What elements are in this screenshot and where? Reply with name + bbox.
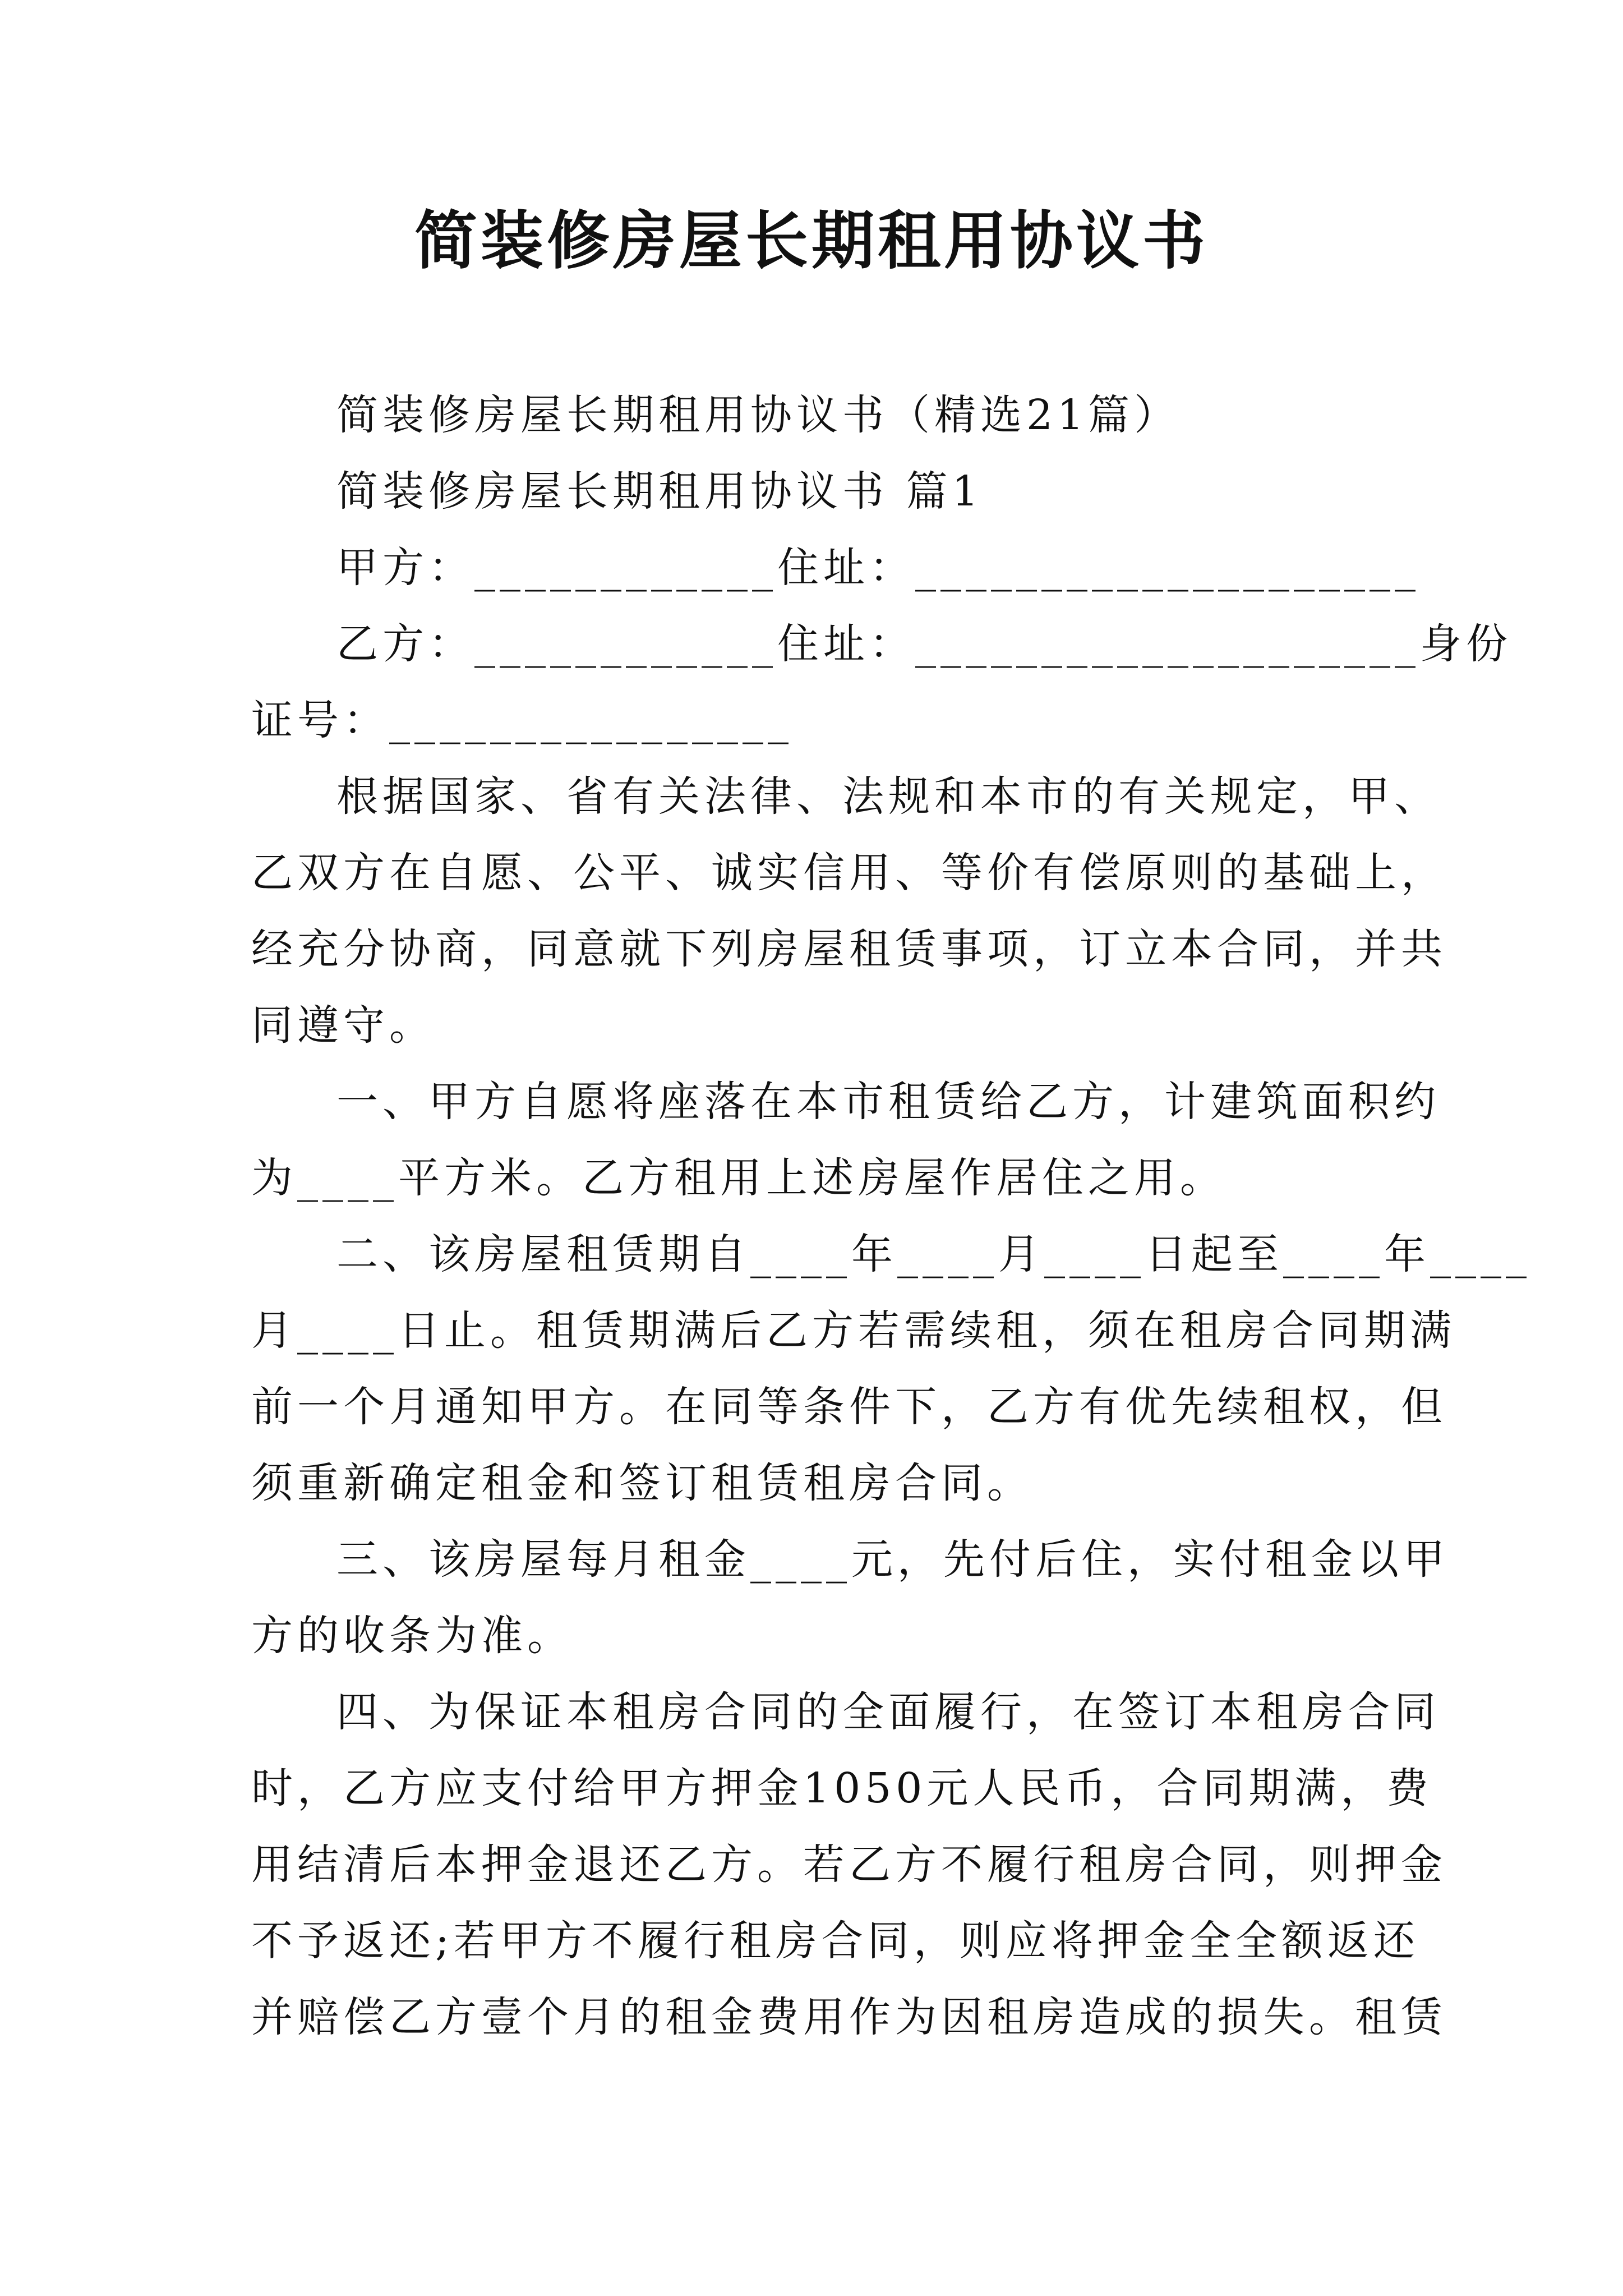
id-number-line: 证号：________________	[251, 696, 793, 744]
paragraph-line: 三、该房屋每月租金____元，先付后住，实付租金以甲	[336, 1535, 1449, 1584]
paragraph-line: 须重新确定租金和签订租赁租房合同。	[251, 1459, 1033, 1507]
document-title: 简装修房屋长期租用协议书	[414, 204, 1209, 278]
section-heading: 简装修房屋长期租用协议书 篇1	[336, 467, 983, 516]
paragraph-line: 二、该房屋租赁期自____年____月____日起至____年____	[336, 1230, 1531, 1278]
paragraph-line: 月____日止。租赁期满后乙方若需续租，须在租房合同期满	[251, 1306, 1456, 1355]
paragraph-line: 一、甲方自愿将座落在本市租赁给乙方，计建筑面积约	[336, 1078, 1440, 1126]
paragraph-line: 乙双方在自愿、公平、诚实信用、等价有偿原则的基础上，	[251, 849, 1447, 897]
paragraph-line: 用结清后本押金退还乙方。若乙方不履行租房合同，则押金	[251, 1841, 1447, 1889]
paragraph-line: 同遵守。	[251, 1001, 435, 1050]
paragraph-line: 不予返还;若甲方不履行租房合同，则应将押金全全额返还	[251, 1917, 1419, 1965]
paragraph-line: 前一个月通知甲方。在同等条件下，乙方有优先续租权，但	[251, 1383, 1447, 1431]
party-a-line: 甲方：____________住址：____________________	[336, 544, 1420, 592]
paragraph-line: 四、为保证本租房合同的全面履行，在签订本租房合同	[336, 1688, 1440, 1736]
paragraph-line: 经充分协商，同意就下列房屋租赁事项，订立本合同，并共	[251, 925, 1447, 973]
subtitle-line: 简装修房屋长期租用协议书（精选21篇）	[336, 391, 1181, 439]
paragraph-line: 并赔偿乙方壹个月的租金费用作为因租房造成的损失。租赁	[251, 1993, 1447, 2041]
paragraph-line: 方的收条为准。	[251, 1612, 573, 1660]
paragraph-line: 时，乙方应支付给甲方押金1050元人民币，合同期满，费	[251, 1764, 1433, 1812]
paragraph-line: 为____平方米。乙方租用上述房屋作居住之用。	[251, 1154, 1226, 1202]
paragraph-line: 根据国家、省有关法律、法规和本市的有关规定，甲、	[336, 772, 1440, 821]
party-b-line: 乙方：____________住址：____________________身份	[336, 620, 1512, 668]
